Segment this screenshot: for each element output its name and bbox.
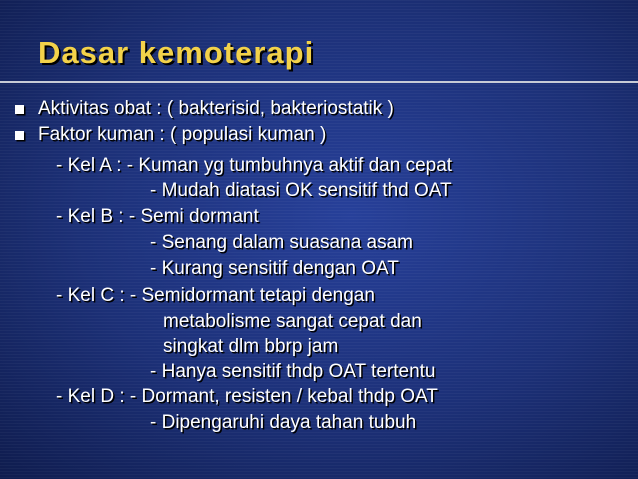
slide-title: Dasar kemoterapi	[38, 35, 315, 70]
kel-d-line: - Kel D : - Dormant, resisten / kebal thdp OAT	[56, 386, 438, 407]
kel-d-detail-line: - Dipengaruhi daya tahan tubuh	[150, 412, 417, 433]
kel-a-line: - Kel A : - Kuman yg tumbuhnya aktif dan cepat	[56, 155, 453, 176]
square-bullet-icon	[15, 131, 24, 140]
bullet-item-faktor-kuman: Faktor kuman : ( populasi kuman )	[38, 124, 327, 145]
kel-c-detail-line: - Hanya sensitif thdp OAT tertentu	[150, 361, 436, 382]
square-bullet-icon	[15, 105, 24, 114]
kel-a-detail-line: - Mudah diatasi OK sensitif thd OAT	[150, 180, 452, 201]
kel-c-continuation-line: metabolisme sangat cepat dan	[163, 311, 422, 332]
kel-c-line: - Kel C : - Semidormant tetapi dengan	[56, 285, 375, 306]
kel-b-detail-line: - Senang dalam suasana asam	[150, 232, 413, 253]
kel-b-detail-line: - Kurang sensitif dengan OAT	[150, 258, 399, 279]
kel-b-line: - Kel B : - Semi dormant	[56, 206, 259, 227]
kel-c-continuation-line: singkat dlm bbrp jam	[163, 336, 339, 357]
bullet-item-aktivitas-obat: Aktivitas obat : ( bakterisid, bakteriostatik )	[38, 98, 394, 119]
